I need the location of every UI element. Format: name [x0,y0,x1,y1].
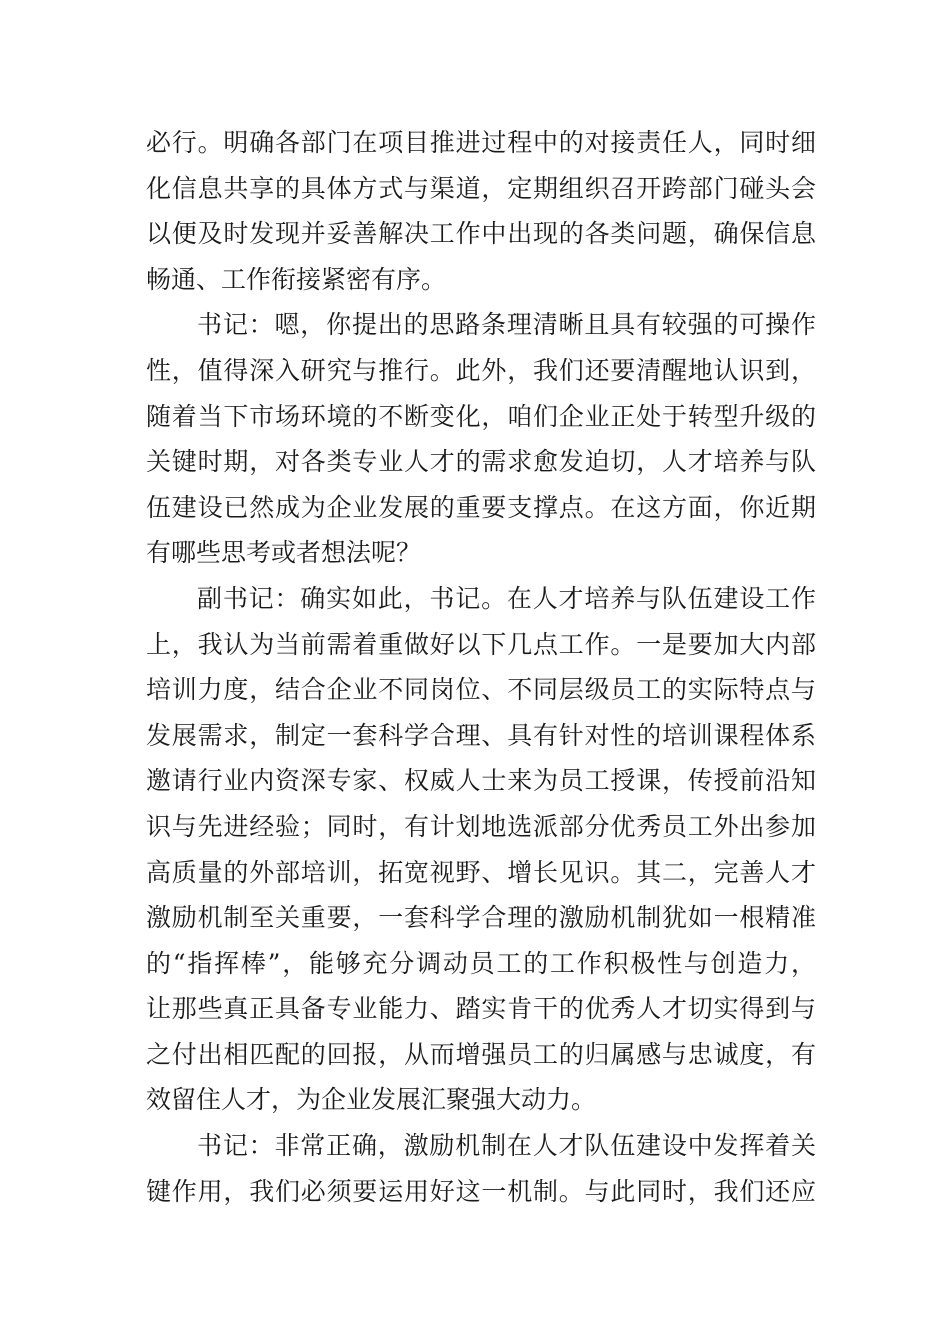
paragraph-2-line-1: 书记：嗯，你提出的思路条理清晰且具有较强的可操作 [197,310,816,340]
paragraph-3-line-6: 识与先进经验；同时，有计划地选派部分优秀员工外出参加 [146,811,816,841]
paragraph-3-line-10: 让那些真正具备专业能力、踏实肯干的优秀人才切实得到与 [146,994,816,1024]
paragraph-1-line-2: 化信息共享的具体方式与渠道，定期组织召开跨部门碰头会 [146,173,816,203]
paragraph-3-line-1: 副书记：确实如此，书记。在人才培养与队伍建设工作 [197,583,816,613]
paragraph-3-line-3: 培训力度，结合企业不同岗位、不同层级员工的实际特点与 [146,675,816,705]
paragraph-3-line-9: 的“指挥棒”，能够充分调动员工的工作积极性与创造力， [146,948,816,978]
paragraph-3-line-11: 之付出相匹配的回报，从而增强员工的归属感与忠诚度，有 [146,1039,816,1069]
paragraph-4-line-1: 书记：非常正确，激励机制在人才队伍建设中发挥着关 [197,1131,816,1161]
paragraph-3-line-4: 发展需求，制定一套科学合理、具有针对性的培训课程体系 [146,720,816,750]
paragraph-3-line-12: 效留住人才，为企业发展汇聚强大动力。 [146,1085,597,1115]
paragraph-2-line-3: 随着当下市场环境的不断变化，咱们企业正处于转型升级的 [146,401,816,431]
document-body [146,120,816,1214]
paragraph-3-line-5: 邀请行业内资深专家、权威人士来为员工授课，传授前沿知 [146,766,816,796]
paragraph-2-line-2: 性，值得深入研究与推行。此外，我们还要清醒地认识到， [146,355,816,385]
paragraph-2-line-6: 有哪些思考或者想法呢？ [146,538,422,568]
paragraph-1-line-3: 以便及时发现并妥善解决工作中出现的各类问题，确保信息 [146,219,816,249]
paragraph-2-line-4: 关键时期，对各类专业人才的需求愈发迫切，人才培养与队 [146,447,816,477]
paragraph-1-line-1: 必行。明确各部门在项目推进过程中的对接责任人，同时细 [146,128,816,157]
paragraph-3-line-2: 上，我认为当前需着重做好以下几点工作。一是要加大内部 [146,629,816,659]
paragraph-3-line-8: 激励机制至关重要，一套科学合理的激励机制犹如一根精准 [146,903,816,933]
paragraph-1-line-4: 畅通、工作衔接紧密有序。 [146,264,447,294]
paragraph-4-line-2: 键作用，我们必须要运用好这一机制。与此同时，我们还应 [146,1176,816,1206]
paragraph-3-line-7: 高质量的外部培训，拓宽视野、增长见识。其二，完善人才 [146,857,816,887]
paragraph-2-line-5: 伍建设已然成为企业发展的重要支撑点。在这方面，你近期 [146,492,816,522]
